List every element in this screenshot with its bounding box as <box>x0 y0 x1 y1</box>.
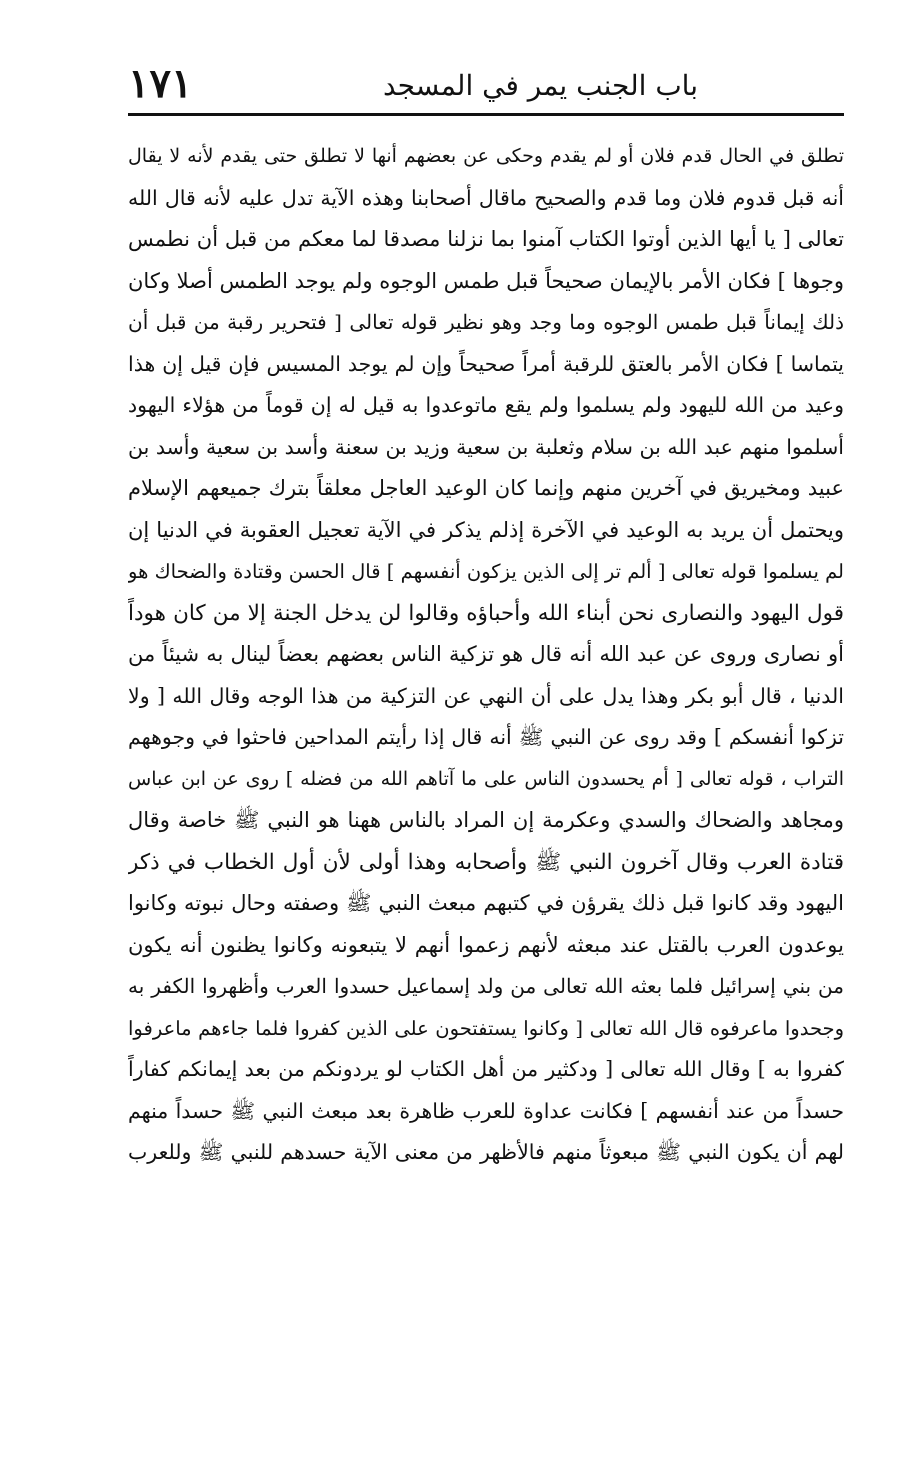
text-line: حسداً من عند أنفسهم ] فكانت عداوة للعرب ظاهرة بعد مبعث النبي ﷺ حسداً منهم <box>128 1098 844 1123</box>
text-line: ومجاهد والضحاك والسدي وعكرمة إن المراد بالناس ههنا هو النبي ﷺ خاصة وقال <box>128 808 844 832</box>
text-line: التراب ، قوله تعالى [ أم يحسدون الناس على ما آتاهم الله من فضله ] روى عن ابن عباس <box>128 767 844 790</box>
text-line: لم يسلموا قوله تعالى [ ألم تر إلى الذين يزكون أنفسهم ] قال الحسن وقتادة والضحاك هو <box>128 560 844 583</box>
text-line: ذلك إيماناً قبل طمس الوجوه وما وجد وهو نظير قوله تعالى [ فتحرير رقبة من قبل أن <box>128 310 844 334</box>
page-header <box>128 62 848 110</box>
text-line: اليهود وقد كانوا قبل ذلك يقرؤن في كتبهم مبعث النبي ﷺ وصفته وحال نبوته وكانوا <box>128 891 844 915</box>
text-line: أنه قبل قدوم فلان وما قدم والصحيح ماقال أصحابنا وهذه الآية تدل عليه لأنه قال الله <box>128 185 844 210</box>
text-line: من بني إسرائيل فلما بعثه الله تعالى من ولد إسماعيل حسدوا العرب وأظهروا الكفر به <box>128 974 844 998</box>
text-line: وجحدوا ماعرفوه قال الله تعالى [ وكانوا يستفتحون على الذين كفروا فلما جاءهم ماعرفوا <box>128 1016 844 1040</box>
text-line: تطلق في الحال قدم فلان أو لم يقدم وحكى عن بعضهم أنها لا تطلق حتى يقدم لأنه لا يقال <box>128 145 844 167</box>
header-rule <box>128 113 844 116</box>
text-line: أسلموا منهم عبد الله بن سلام وثعلبة بن سعية وزيد بن سعنة وأسد بن سعية وأسد بن <box>128 434 844 459</box>
text-line: وعيد من الله لليهود ولم يسلموا ولم يقع ماتوعدوا به قيل له إن قوماً من هؤلاء اليهود <box>128 393 844 417</box>
text-line: تزكوا أنفسكم ] وقد روى عن النبي ﷺ أنه قال إذا رأيتم المداحين فاحثوا في وجوههم <box>128 725 844 749</box>
text-line: قول اليهود والنصارى نحن أبناء الله وأحباؤه وقالوا لن يدخل الجنة إلا من كان هوداً <box>128 600 844 626</box>
text-line: تعالى [ يا أيها الذين أوتوا الكتاب آمنوا بما نزلنا مصدقا لما معكم من قبل أن نطمس <box>128 227 844 251</box>
text-line: يوعدون العرب بالقتل عند مبعثه لأنهم زعموا أنهم لا يتبعونه وكانوا يظنون أنه يكون <box>128 932 844 957</box>
text-line: لهم أن يكون النبي ﷺ مبعوثاً منهم فالأظهر من معنى الآية حسدهم للنبي ﷺ وللعرب <box>128 1140 844 1164</box>
text-line: يتماسا ] فكان الأمر بالعتق للرقبة أمراً صحيحاً وإن لم يوجد المسيس فإن قيل إن هذا <box>128 351 844 376</box>
text-line: الدنيا ، قال أبو بكر وهذا يدل على أن النهي عن التزكية من هذا الوجه وقال الله [ ولا <box>128 683 844 708</box>
text-line: عبيد ومخيريق في آخرين منهم وإنما كان الوعيد العاجل معلقاً بترك جميعهم الإسلام <box>128 476 844 500</box>
running-title: باب الجنب يمر في المسجد <box>382 69 698 102</box>
text-line: قتادة العرب وقال آخرون النبي ﷺ وأصحابه وهذا أولى لأن أول الخطاب في ذكر <box>128 849 844 875</box>
body-text <box>128 136 844 1174</box>
text-line: ويحتمل أن يريد به الوعيد في الآخرة إذلم يذكر في الآية تعجيل العقوبة في الدنيا إن <box>128 517 844 542</box>
page-number: ١٧١ <box>128 60 193 107</box>
text-line: وجوها ] فكان الأمر بالإيمان صحيحاً قبل طمس الوجوه ولم يوجد الطمس أصلا وكان <box>128 268 844 293</box>
text-line: كفروا به ] وقال الله تعالى [ ودكثير من أهل الكتاب لو يردونكم من بعد إيمانكم كفاراً <box>128 1057 844 1081</box>
text-line: أو نصارى وروى عن عبد الله أنه قال هو تزكية الناس بعضهم بعضاً لينال به شيئاً من <box>128 642 844 666</box>
